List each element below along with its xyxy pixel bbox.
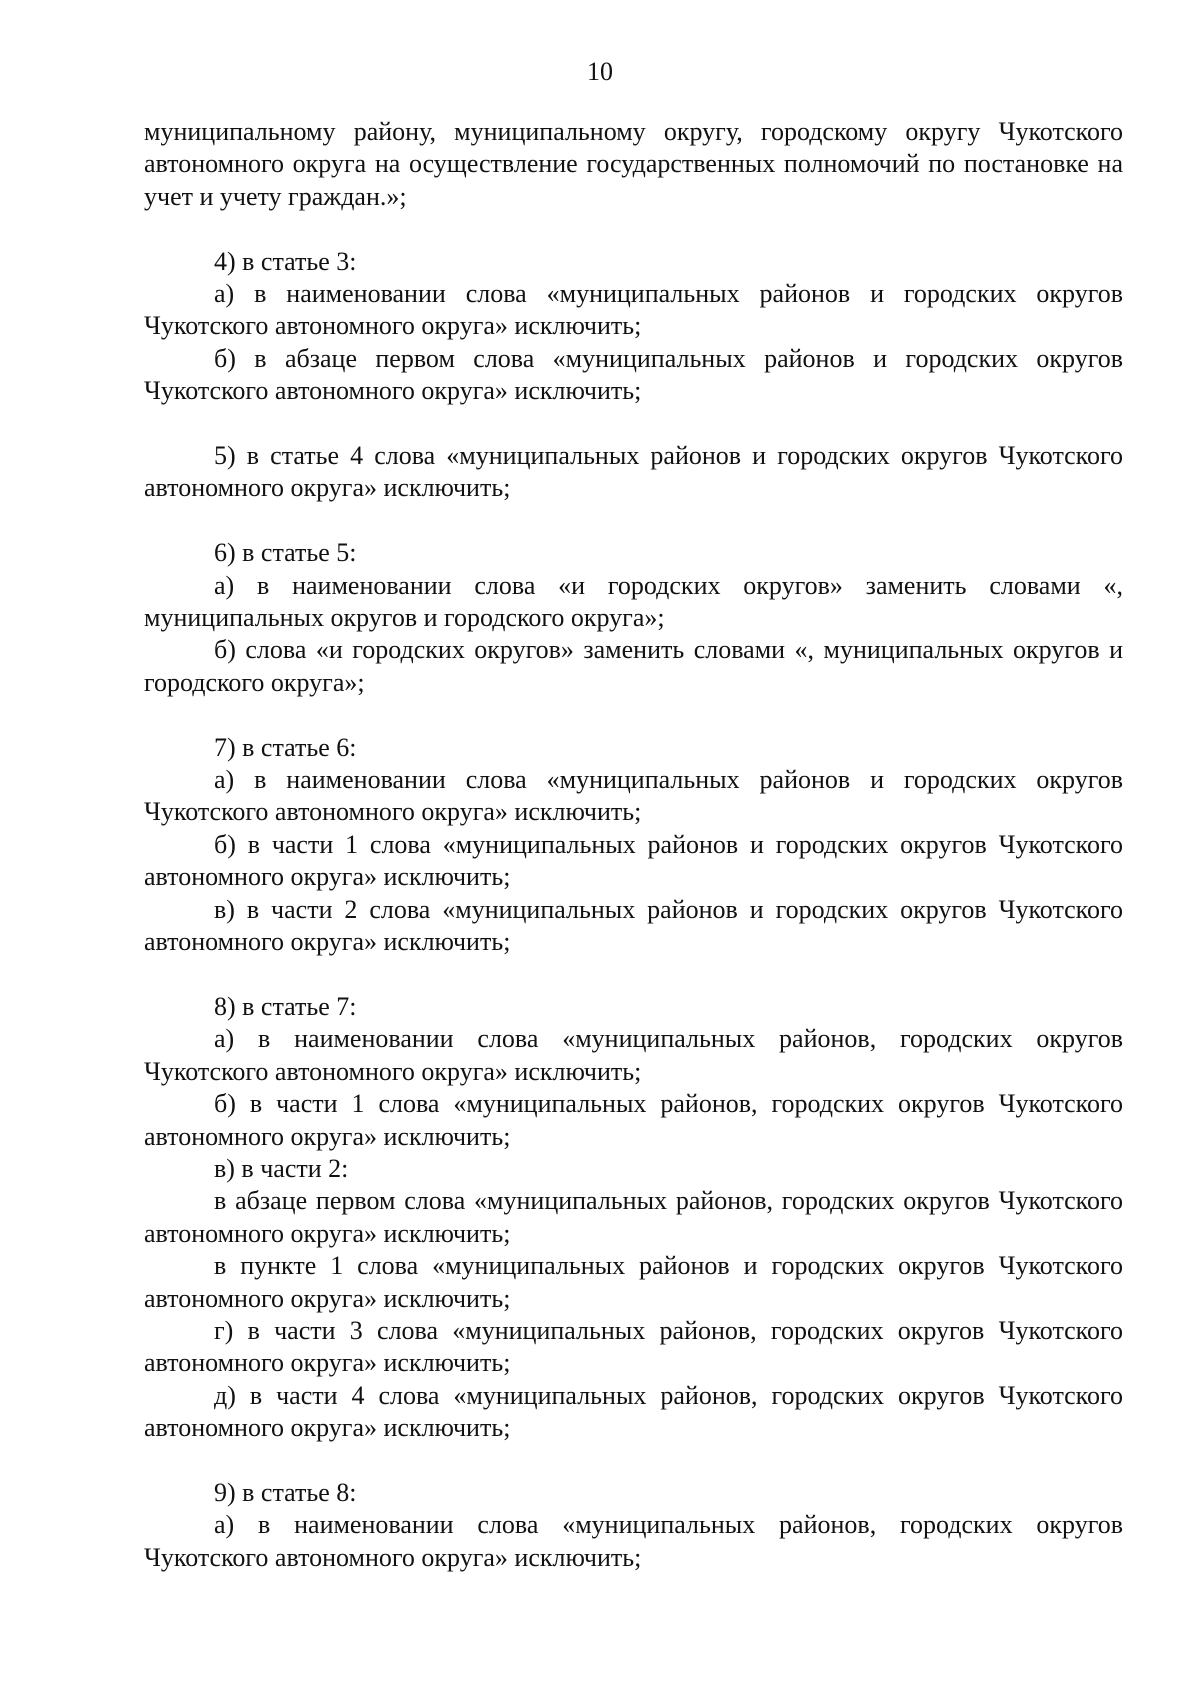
paragraph-item-9a: а) в наименовании слова «муниципальных районов, городских округов Чукотского автономного округа» исключить; [144, 1510, 1123, 1572]
paragraph-item-8: 8) в статье 7: [214, 991, 357, 1021]
paragraph-item-7: 7) в статье 6: [214, 732, 357, 762]
paragraph-item-8d: г) в части 3 слова «муниципальных районов, городских округов Чукотского автономного округа» исключить; [144, 1315, 1123, 1378]
paragraph-item-4a: а) в наименовании слова «муниципальных районов и городских округов Чукотского автономного округа» исключить; [144, 279, 1123, 341]
paragraph-item-8b: б) в части 1 слова «муниципальных районов, городских округов Чукотского автономного округа» исключить; [144, 1089, 1123, 1151]
paragraph-item-7b: б) в части 1 слова «муниципальных районов и городских округов Чукотского автономного округа» исключить; [144, 829, 1123, 892]
paragraph-item-9: 9) в статье 8: [214, 1477, 357, 1507]
page-number: 10 [587, 57, 613, 86]
paragraph-item-6b: б) слова «и городских округов» заменить словами «, муниципальных округов и городского округа»; [144, 635, 1123, 697]
document-body [144, 116, 1123, 1574]
paragraph-continuation: муниципальному району, муниципальному округу, городскому округу Чукотского автономного округа на осуществление государственных полномочий по постановке на учет и учету граждан.»; [144, 117, 1123, 211]
paragraph-item-6: 6) в статье 5: [214, 538, 357, 568]
paragraph-item-7c: в) в части 2 слова «муниципальных районов и городских округов Чукотского автономного округа» исключить; [144, 894, 1123, 957]
paragraph-item-7a: а) в наименовании слова «муниципальных районов и городских округов Чукотского автономного округа» исключить; [144, 765, 1123, 827]
paragraph-item-4b: б) в абзаце первом слова «муниципальных районов и городских округов Чукотского автономного округа» исключить; [144, 343, 1123, 406]
paragraph-item-8c-abzac: в абзаце первом слова «муниципальных районов, городских округов Чукотского автономного округа» исключить; [144, 1186, 1123, 1248]
paragraph-item-8a: а) в наименовании слова «муниципальных районов, городских округов Чукотского автономного округа» исключить; [144, 1024, 1123, 1086]
paragraph-item-8e: д) в части 4 слова «муниципальных районов, городских округов Чукотского автономного округа» исключить; [144, 1380, 1123, 1443]
paragraph-item-8c: в) в части 2: [214, 1153, 349, 1183]
paragraph-item-6a: а) в наименовании слова «и городских округов» заменить словами «, муниципальных округов и городского округа»; [144, 570, 1123, 633]
paragraph-item-5: 5) в статье 4 слова «муниципальных районов и городских округов Чукотского автономного округа» исключить; [144, 441, 1123, 503]
paragraph-item-4: 4) в статье 3: [214, 246, 357, 276]
paragraph-item-8c-punkt: в пункте 1 слова «муниципальных районов и городских округов Чукотского автономного округа» исключить; [144, 1251, 1123, 1313]
